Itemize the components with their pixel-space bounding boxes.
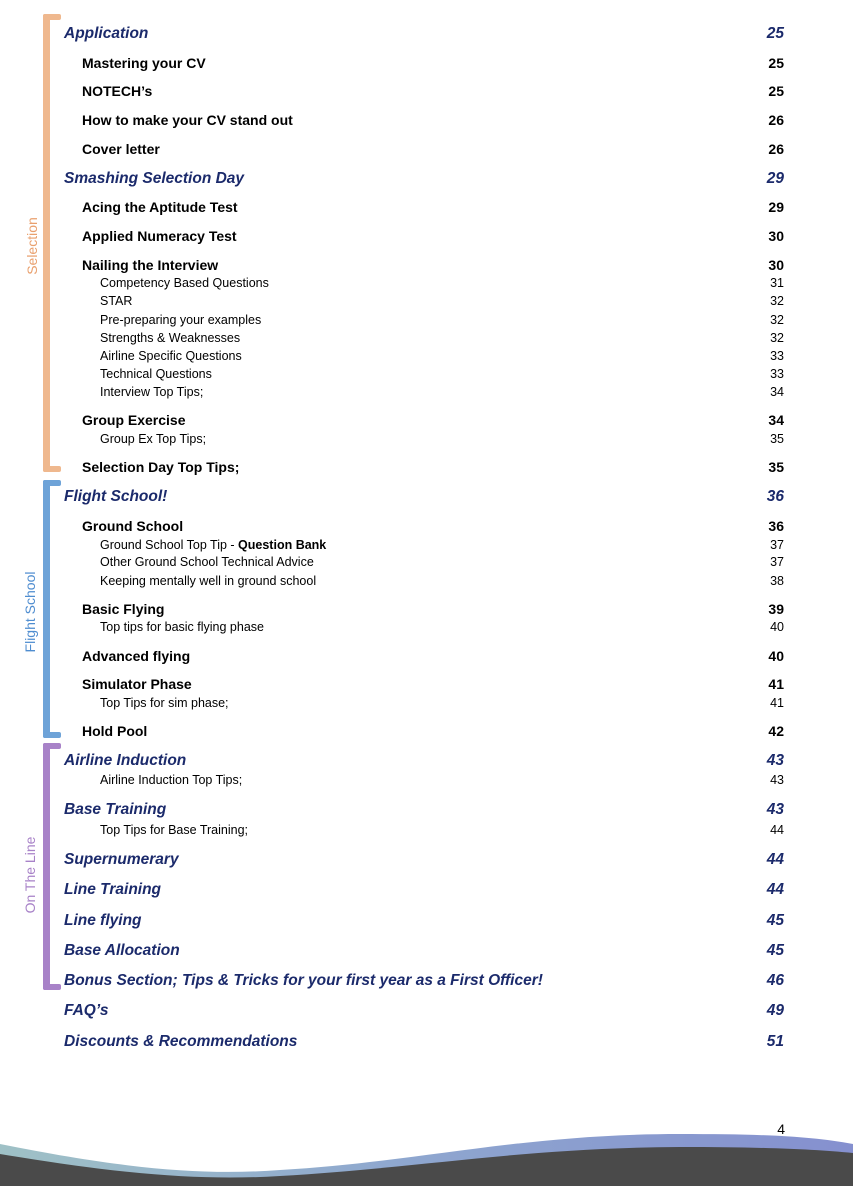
toc-entry-page: 34 (770, 385, 784, 399)
toc-entry-page: 32 (770, 331, 784, 345)
toc-entry-title (82, 83, 152, 99)
toc-entry[interactable] (0, 801, 853, 821)
toc-entry-page: 49 (766, 1002, 784, 1019)
toc-entry-page: 25 (768, 83, 784, 99)
toc-entry-title (100, 331, 240, 345)
section-label-flight-school: Flight School (22, 571, 38, 653)
toc-entry-title-text: Line Training (64, 881, 162, 898)
toc-entry-title (82, 676, 192, 692)
toc-entry-title-text: Basic Flying (82, 601, 165, 617)
toc-entry-title-text: Base Allocation (64, 942, 180, 959)
toc-entry-title (64, 801, 166, 819)
toc-entry-title (64, 170, 244, 188)
toc-entry-title-text: Competency Based Questions (100, 276, 269, 290)
toc-entry-title (100, 367, 212, 381)
toc-entry-page: 30 (768, 257, 784, 273)
toc-entry[interactable] (0, 601, 853, 621)
toc-entry-title (100, 773, 242, 787)
toc-entry[interactable] (0, 199, 853, 219)
toc-entry-page: 35 (768, 459, 784, 475)
toc-entry[interactable] (0, 313, 853, 333)
toc-entry-title-text: Strengths & Weaknesses (100, 331, 241, 345)
toc-entry-title-text: Supernumerary (64, 851, 179, 868)
toc-entry-title-text: STAR (100, 294, 133, 308)
toc-entry-page: 44 (766, 851, 784, 868)
toc-entry-title-text: Application (64, 25, 149, 42)
toc-entry-title (82, 55, 206, 71)
toc-entry-title-text: Group Exercise (82, 412, 186, 428)
toc-entry[interactable] (0, 574, 853, 594)
toc-entry-title (82, 257, 218, 273)
toc-entry[interactable] (0, 518, 853, 538)
toc-entry-page: 29 (768, 199, 784, 215)
toc-entry-title (82, 601, 164, 617)
toc-entry-page: 46 (766, 972, 784, 989)
toc-entry-title (100, 349, 242, 363)
toc-entry[interactable] (0, 752, 853, 772)
toc-entry[interactable] (0, 648, 853, 668)
toc-entry-title (100, 620, 264, 634)
section-label-on-the-line: On The Line (22, 836, 38, 914)
toc-entry-title-text: Cover letter (82, 141, 160, 157)
toc-entry-title (100, 555, 314, 569)
footer-wave-decoration (0, 1106, 853, 1186)
toc-entry-title (82, 459, 239, 475)
toc-entry[interactable] (0, 141, 853, 161)
toc-entry-title (82, 412, 186, 428)
toc-entry[interactable] (0, 349, 853, 369)
toc-entry[interactable] (0, 823, 853, 843)
toc-entry[interactable] (0, 1002, 853, 1022)
toc-entry-page: 26 (768, 141, 784, 157)
toc-entry-page: 43 (770, 773, 784, 787)
toc-entry[interactable] (0, 112, 853, 132)
toc-entry-page: 41 (768, 676, 784, 692)
section-label-selection: Selection (24, 217, 40, 275)
toc-entry-title-text: Mastering your CV (82, 55, 206, 71)
toc-entry-title (100, 313, 261, 327)
toc-entry-title-text: Base Training (64, 801, 167, 818)
toc-entry-title (100, 432, 206, 446)
toc-entry-title-text: Applied Numeracy Test (82, 228, 237, 244)
toc-entry-page: 45 (766, 912, 784, 929)
toc-entry-title (64, 752, 186, 770)
toc-entry[interactable] (0, 432, 853, 452)
toc-entry-page: 32 (770, 294, 784, 308)
toc-entry[interactable] (0, 972, 853, 992)
toc-entry[interactable] (0, 696, 853, 716)
toc-entry-page: 33 (770, 367, 784, 381)
toc-entry-title (82, 518, 183, 534)
toc-entry[interactable] (0, 25, 853, 45)
toc-entry-title (64, 25, 148, 43)
toc-entry-page: 39 (768, 601, 784, 617)
toc-entry-page: 43 (766, 752, 784, 769)
toc-entry-title-text: Airline Induction (64, 752, 187, 769)
toc-entry-page: 36 (766, 488, 784, 505)
toc-entry-title-text: How to make your CV stand out (82, 112, 293, 128)
toc-entry-title (64, 912, 142, 930)
toc-entry-title-text: Line flying (64, 912, 142, 929)
toc-entry-title (100, 823, 248, 837)
toc-entry[interactable] (0, 412, 853, 432)
toc-entry-title-text: Other Ground School Technical Advice (100, 555, 314, 569)
toc-entry-page: 38 (770, 574, 784, 588)
toc-entry-title (82, 723, 147, 739)
toc-entry-title-text: Advanced flying (82, 648, 191, 664)
toc-entry-page: 25 (768, 55, 784, 71)
toc-entry-title-text: Simulator Phase (82, 676, 192, 692)
toc-entry[interactable] (0, 385, 853, 405)
toc-entry-title (64, 851, 179, 869)
toc-entry-title (82, 199, 238, 215)
toc-entry-title-text: Airline Induction Top Tips; (100, 773, 243, 787)
toc-entry-title (100, 385, 203, 399)
toc-entry-title (64, 881, 161, 899)
toc-entry-title (100, 294, 132, 308)
toc-entry-page: 37 (770, 555, 784, 569)
toc-entry[interactable] (0, 488, 853, 508)
toc-entry[interactable] (0, 881, 853, 901)
toc-entry[interactable] (0, 276, 853, 296)
toc-entry-title (82, 228, 237, 244)
toc-entry-title (82, 648, 190, 664)
toc-entry-title-text: Keeping mentally well in ground school (100, 574, 317, 588)
toc-entry-page: 36 (768, 518, 784, 534)
toc-entry[interactable] (0, 851, 853, 871)
toc-entry-page: 41 (770, 696, 784, 710)
toc-entry-page: 25 (766, 25, 784, 42)
toc-entry-title (64, 1033, 297, 1051)
toc-entry-page: 29 (766, 170, 784, 187)
toc-entry[interactable] (0, 367, 853, 387)
toc-entry[interactable] (0, 257, 853, 277)
toc-entry-page: 37 (770, 538, 784, 552)
toc-entry-title (64, 942, 180, 960)
toc-entry-title (64, 488, 167, 506)
toc-entry-title-text: Interview Top Tips; (100, 385, 204, 399)
toc-entry-page: 44 (766, 881, 784, 898)
toc-entry-title-text: Technical Questions (100, 367, 212, 381)
toc-entry-page: 40 (768, 648, 784, 664)
toc-entry-title-text: Top Tips for sim phase; (100, 696, 229, 710)
toc-entry-page: 32 (770, 313, 784, 327)
toc-entry-page: 51 (766, 1033, 784, 1050)
toc-entry-title-bold: Question Bank (238, 538, 327, 552)
toc-entry[interactable] (0, 1033, 853, 1053)
toc-entry-title-text: Bonus Section; Tips & Tricks for your first year as a First Officer! (64, 972, 543, 989)
toc-entry-page: 44 (770, 823, 784, 837)
toc-entry-title-text: Airline Specific Questions (100, 349, 242, 363)
toc-entry-page: 30 (768, 228, 784, 244)
toc-entry-title (100, 538, 326, 552)
toc-entry-page: 40 (770, 620, 784, 634)
toc-entry[interactable] (0, 773, 853, 793)
toc-entry-page: 31 (770, 276, 784, 290)
toc-entry-title-text: Ground School Top Tip - (100, 538, 239, 552)
toc-entry-title (100, 276, 269, 290)
toc-entry[interactable] (0, 676, 853, 696)
toc-entry-page: 34 (768, 412, 784, 428)
page-number: 4 (777, 1121, 785, 1137)
toc-entry-title-text: Acing the Aptitude Test (82, 199, 238, 215)
toc-entry-page: 45 (766, 942, 784, 959)
toc-entry-title (82, 141, 160, 157)
toc-entry-title-text: Group Ex Top Tips; (100, 432, 207, 446)
toc-entry-title-text: Discounts & Recommendations (64, 1033, 298, 1050)
toc-entry-title (100, 696, 229, 710)
toc-entry-page: 43 (766, 801, 784, 818)
toc-entry-title-text: Ground School (82, 518, 184, 534)
toc-entry-title (100, 574, 316, 588)
toc-entry-title-text: FAQ’s (64, 1002, 109, 1019)
toc-entry-title (64, 972, 543, 990)
toc-entry[interactable] (0, 170, 853, 190)
toc-entry[interactable] (0, 55, 853, 75)
toc-entry-title-text: Flight School! (64, 488, 168, 505)
toc-entry[interactable] (0, 912, 853, 932)
toc-entry[interactable] (0, 459, 853, 479)
toc-entry[interactable] (0, 294, 853, 314)
toc-entry-page: 35 (770, 432, 784, 446)
toc-entry-title (82, 112, 293, 128)
toc-entry-title-text: Nailing the Interview (82, 257, 219, 273)
toc-entry[interactable] (0, 942, 853, 962)
toc-entry-title-text: Top Tips for Base Training; (100, 823, 248, 837)
toc-entry-title-text: Top tips for basic flying phase (100, 620, 264, 634)
toc-entry-page: 26 (768, 112, 784, 128)
toc-entry-title-text: Selection Day Top Tips; (82, 459, 240, 475)
toc-entry[interactable] (0, 555, 853, 575)
toc-entry-title-text: NOTECH’s (82, 83, 153, 99)
toc-entry-page: 42 (768, 723, 784, 739)
toc-entry[interactable] (0, 331, 853, 351)
toc-entry-title-text: Hold Pool (82, 723, 148, 739)
toc-entry[interactable] (0, 620, 853, 640)
toc-entry-title-text: Pre-preparing your examples (100, 313, 262, 327)
toc-entry[interactable] (0, 228, 853, 248)
toc-entry-title (64, 1002, 109, 1020)
toc-entry-page: 33 (770, 349, 784, 363)
toc-entry[interactable] (0, 723, 853, 743)
toc-entry[interactable] (0, 83, 853, 103)
toc-entry-title-text: Smashing Selection Day (64, 170, 245, 187)
